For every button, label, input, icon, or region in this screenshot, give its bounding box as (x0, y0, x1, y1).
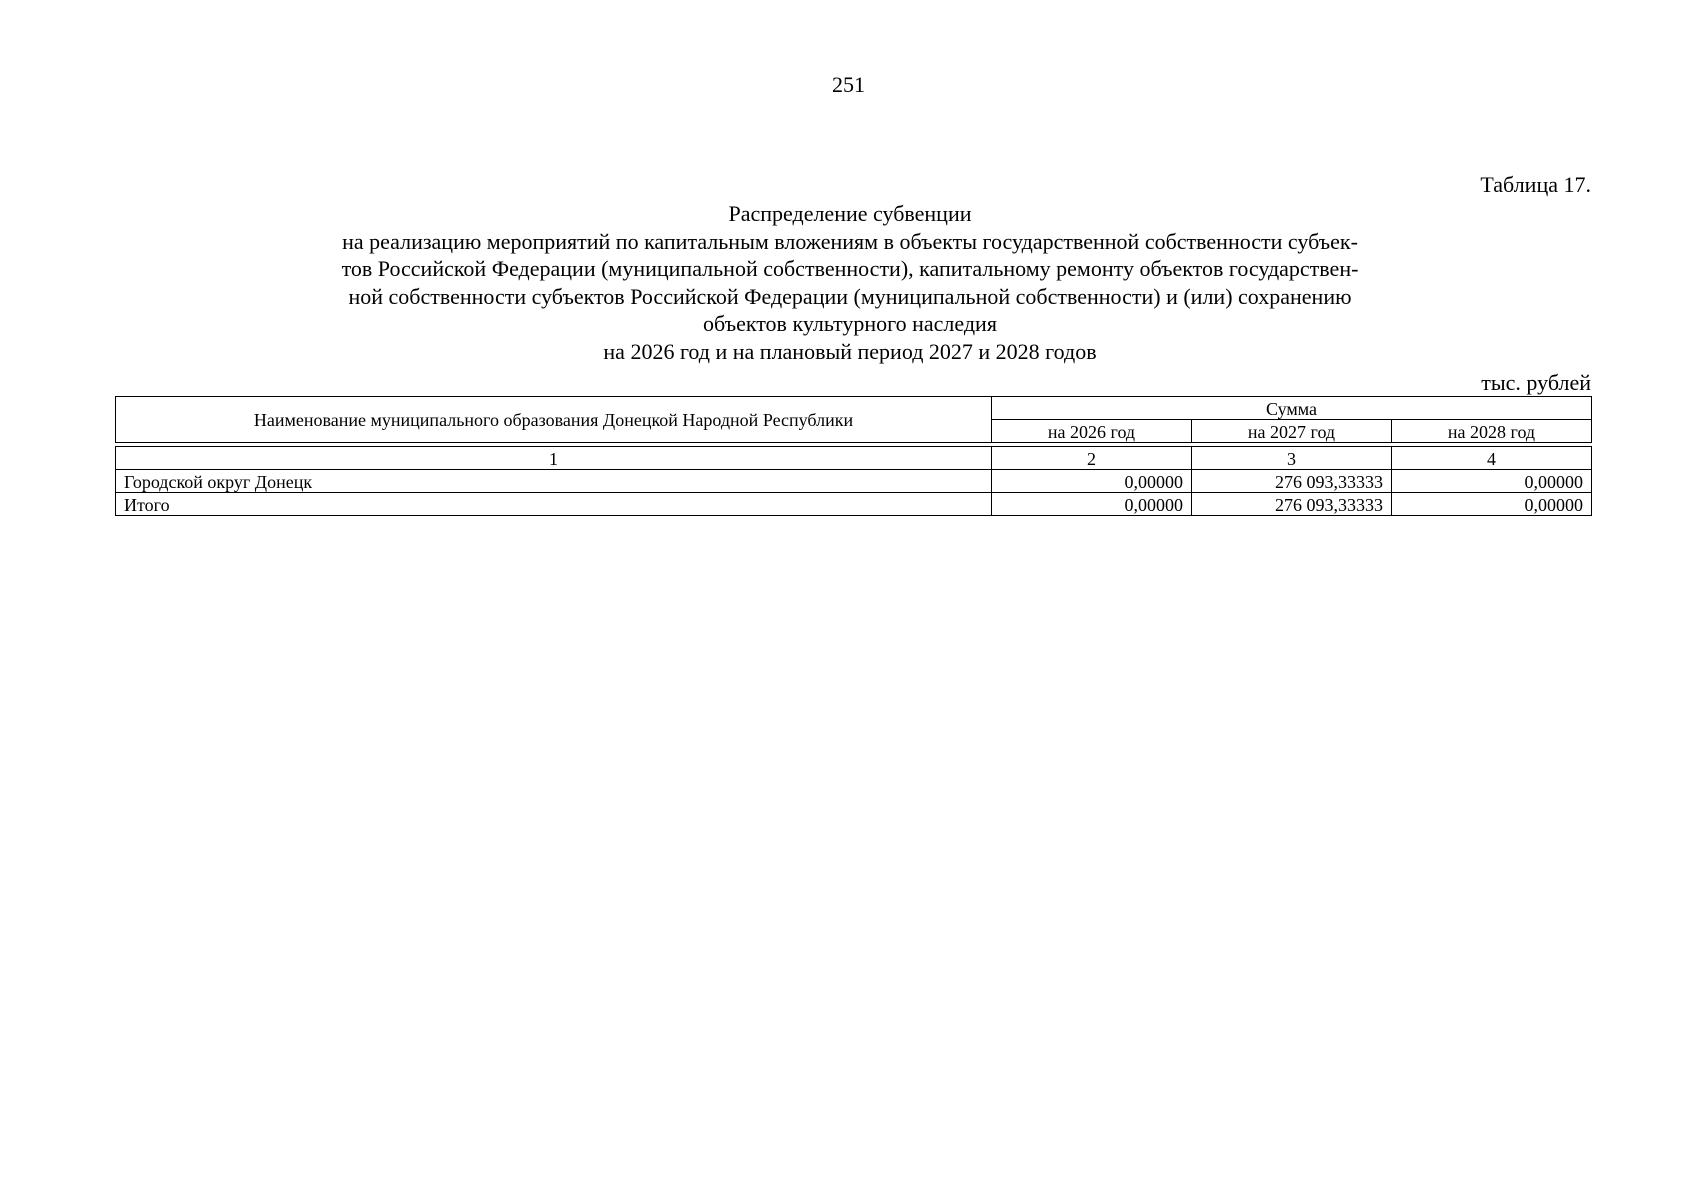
total-label: Итого (116, 493, 992, 516)
table-row (116, 470, 1592, 493)
column-number-row (116, 447, 1592, 470)
total-value-2028: 0,00000 (1392, 493, 1592, 516)
name-column-header: Наименование муниципального образования Донецкой Народной Республики (116, 397, 992, 443)
column-number: 2 (992, 447, 1192, 470)
sum-column-header: Сумма (992, 397, 1592, 420)
title-line: Распределение субвенции (728, 201, 972, 226)
title-line: на 2026 год и на плановый период 2027 и 2028 годов (603, 338, 1097, 364)
document-title (270, 200, 1430, 365)
year-header-2026: на 2026 год (992, 420, 1192, 443)
title-line: тов Российской Федерации (муниципальной собственности), капитальному ремонту объектов государствен- (341, 256, 1359, 281)
year-header-2027: на 2027 год (1192, 420, 1392, 443)
column-number: 1 (116, 447, 992, 470)
title-line: на реализацию мероприятий по капитальным вложениям в объекты государственной собственности субъек- (342, 228, 1358, 254)
row-value-2028: 0,00000 (1392, 470, 1592, 493)
header-row (116, 397, 1592, 420)
row-value-2026: 0,00000 (992, 470, 1192, 493)
column-number: 4 (1392, 447, 1592, 470)
title-line: ной собственности субъектов Российской Федерации (муниципальной собственности) и (или) сохранению (348, 283, 1352, 309)
year-header-2028: на 2028 год (1392, 420, 1592, 443)
total-row (116, 493, 1592, 516)
row-name: Городской округ Донецк (116, 470, 992, 493)
column-number: 3 (1192, 447, 1392, 470)
row-value-2027: 276 093,33333 (1192, 470, 1392, 493)
table-label: Таблица 17. (1480, 172, 1591, 197)
page-number: 251 (832, 72, 865, 97)
units-label: тыс. рублей (1481, 370, 1591, 395)
total-value-2027: 276 093,33333 (1192, 493, 1392, 516)
subvention-table (115, 396, 1592, 516)
total-value-2026: 0,00000 (992, 493, 1192, 516)
title-line: объектов культурного наследия (703, 311, 997, 336)
